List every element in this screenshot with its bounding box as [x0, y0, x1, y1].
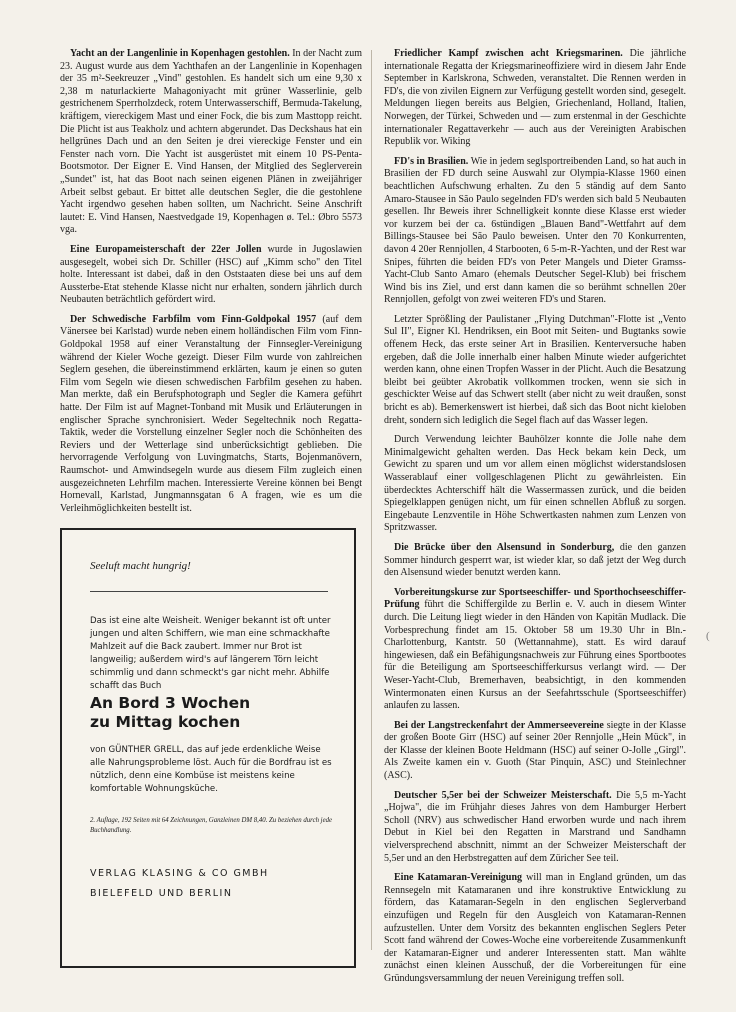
article-fd-brazil-cont: Letzter Sprößling der Paulistaner „Flying Dutchman"-Flotte ist „Vento Sul II", Eigner Kl. Hendriksen, ein Boot mit Seiten- und Bugtanks sowie offenem Heck, das erste seiner Art in Brasilien. Kenterversuche haben ergeben, daß die Jolle innerhalb einer halben Minute wieder aufgerichtet werden kann, ohne einen Tropfen Wasser in der Plicht. Auch die Besatzung bleibt bei geübter Akrobatik vollkommen trocken, wenn sie sich in geschickter Weise auf das Schwert stellt (aber nicht zu weit draußen, sonst bricht es ab). Bemerkenswert ist hierbei, daß sich das Boot nicht kieloben dreht, sondern sich lediglich die Segel flach auf das Wasser legen. [384, 313, 686, 426]
book-advertisement [60, 528, 356, 968]
article-alsensund-bridge: Die Brücke über den Alsensund in Sonderburg, die den ganzen Sommer hindurch gesperrt war, ist wieder klar, so daß jetzt der Weg durch den Alsensund wieder benutzt werden kann. [384, 541, 686, 579]
article-ammersee: Bei der Langstreckenfahrt der Ammerseevereine siegte in der Klasse der großen Boote Girr (HSC) auf seiner 20er Rennjolle „Hein Mück", in der Klasse der kleinen Boote Heldmann (HSC) auf seiner O-Jolle „Girgl". Als Zweite kamen ein v. Guoth (Star Pinquin, ASC) und Steinlechner (ASC). [384, 719, 686, 782]
article-navy-regatta: Friedlicher Kampf zwischen acht Kriegsmarinen. Die jährliche internationale Regatta der Kriegsmarineoffiziere wird in diesem Jahr Ende September in Karlskrona, Schweden, veranstaltet. Die Rennen werden in FD's, die von zivilen Eignern zur Verfügung gestellt worden sind, gesegelt. Meldungen liegen bereits aus Belgien, Griechenland, Holland, Italien, Norwegen, der Türkei, Schweden und — zum erstenmal in der Geschichte internationaler Regattaverkehr — auch aus der Vereinigten Arabischen Republik vor. Wiking [384, 48, 687, 148]
article-preparation-courses: Vorbereitungskurse zur Sportseeschiffer- und Sporthochseeschiffer-Prüfung führt die Schiffergilde zu Berlin e. V. auch in diesem Winter durch. Die Leitung liegt wieder in den Händen von Kapitän Mudlack. Die Vorbesprechung findet am 15. Oktober 58 um 19.30 Uhr in Bln.-Charlottenburg, Kantstr. 50 (Wettannahme), statt. Es wird darauf hingewiesen, daß ein Befähigungsnachweis zur Führung eines Sportbootes für die Beteiligung am Sportseeschifferkursus verlangt wird. — Der Weser-Yacht-Club, Bremerhaven, beabsichtigt, in den kommenden Wintermonaten einen Kursus an der Seefahrtsschule (Sportseeschiffer) anlaufen zu lassen. [384, 586, 686, 712]
left-column [60, 48, 362, 522]
right-column [384, 48, 686, 993]
article-fd-brazil-cont2: Durch Verwendung leichter Bauhölzer konnte die Jolle nahe dem Minimalgewicht gehalten werden. Das Heck bekam kein Deck, um Gewicht zu sparen und um vor allem einen möglichst widerstandslosen Wasserablauf einer vollgeschlagenen Plicht zu gewährleisten. Ein überdecktes Achterschiff hält die Wassermassen zurück, und die beiden Spiegelklappen genügen nicht, um für einen schnellen Abfluß zu sorgen. Eingebaute Lenzventile in Höhe Schwertkasten nahmen zum Lenzen von Spritzwasser. [384, 434, 686, 534]
article-swedish-film: Der Schwedische Farbfilm vom Finn-Goldpokal 1957 (auf dem Vänersee bei Karlstad) wurde neben einem holländischen Film vom Finn-Goldpokal 1958 auf einer Veranstaltung der Finnsegler-Vereinigung während der Kieler Woche gezeigt. Dieser Film wurde von zahlreichen Seglern gesehen, die übereinstimmend erklärten, kaum je einen so guten Film vom Segeln wie diesen schwedischen Farbfilm gesehen zu haben. Man merkte, daß ein Berufsphotograph und Segler die Kamera geführt hatte. Der Film ist auf Magnet-Tonband mit Musik und Erläuterungen in englischer Sprache synchronisiert. Weder Segeltechnik noch Regatta-Taktik, weder die Vorstellung einzelner Segler noch die Schönheiten des Reviers und der Wetterlage sind unberücksichtigt geblieben. Die hervorragende Verfolgung von Luvingmatchs, Starts, Bojenmanövern, Raumschot- und Amwindsegeln wurde aus diesem Film zugleich einen ausgezeichneten Lehrfilm machen. Interessierte Vereine können bei Bengt Hornevall, Karlstad, Jungmannsgatan 6 A fragen, wie es um die Verleihmöglichkeiten bestellt ist. [60, 313, 362, 514]
ad-edition-note: 2. Auflage, 192 Seiten mit 64 Zeichnungen, Ganzleinen DM 8,40. Zu beziehen durch jede Buchhandlung. [90, 817, 333, 834]
article-catamaran: Eine Katamaran-Vereinigung will man in England gründen, um das Rennsegeln mit Katamaranen und ihre konstruktive Entwicklung zu fördern, das Katamaran-Segeln in den englischen Seglerverband einzufügen und Regeln für den Ausgleich von Katamaran-Rennen aufzustellen. Unter dem Vorsitz des bekannten englischen Seglers Peter Scott fand während der Cowes-Woche eine vorbereitende Zusammenkunft der Katamaran-Eigner und anderer Interessenten statt. Man wählte zunächst einen kleinen Ausschuß, der die Vorbereitungen für eine Gründungsversammlung der neuen Vereinigung treffen soll. [384, 872, 686, 984]
ad-book-title: An Bord 3 Wochen zu Mittag kochen [90, 694, 251, 731]
ad-rule [90, 591, 328, 592]
column-divider [371, 50, 372, 950]
ad-description: von GÜNTHER GRELL, das auf jede erdenkliche Weise alle Nahrungsprobleme löst. Auch für die Bordfrau ist es nützlich, denn eine Kombüse ist meistens keine komfortable Wohnungsküche. [90, 745, 332, 794]
article-stolen-yacht: Yacht an der Langenlinie in Kopenhagen gestohlen. In der Nacht zum 23. August wurde aus dem Yachthafen an der Langenlinie in Kopenhagen der 35 m²-Seekreuzer „Vind" gestohlen. Es handelt sich um eine 9,30 x 2,38 m naturlackierte Mahagoniyacht mit grüner Wasserlinie, gelb gestrichenem Sperrholzdeck, rotem Unterwasserschiff, Bermuda-Takelung, kräftigem, viereckigem Mast und einer Fock, die bis zum Masttopp reicht. Die Plicht ist aus Teakholz und achtern abgerundet. Das Deckshaus hat ein hellgrünes Dach und an den Seiten je drei viereckige Fenster und ein Fenster nach vorn. Die Yacht ist ausgerüstet mit einem 10 PS-Penta-Bootsmotor. Der Eigner E. Vind Hansen, der Mitglied des Seglerverein „Sundet" ist, hat das Boot nach seinen eigenen Plänen in zweijähriger Arbeit selbst gebaut. Er bittet alle deutschen Segler, die die gestohlene Yacht irgendwo gesehen haben sollten, um Nachricht. Seine Anschrift lautet: E. Vind Hansen, Naestvedgade 19, Kopenhagen ø. Tel.: Øbro 5573 vga. [60, 48, 362, 236]
scan-mark: ( [706, 630, 710, 642]
ad-paragraph: Das ist eine alte Weisheit. Weniger bekannt ist oft unter jungen und alten Schiffern, wie man eine schmackhafte Mahlzeit auf die Back zaubert. Immer nur Brot ist langweilig; außerdem wird's auf längerem Törn leicht schimmlig und dann schmeckt's gar nicht mehr. Abhilfe schafft das Buch [90, 616, 331, 691]
article-european-championship: Eine Europameisterschaft der 22er Jollen wurde in Jugoslawien ausgesegelt, wobei sich Dr. Schiller (HSC) auf „Kimm scho" den Titel holte. Interessant ist dabei, daß in den Oststaaten diese bei uns auf dem Aussterbe-Etat stehende Klasse nicht nur erhalten, sondern jährlich durch Neubauten beträchtlich gefördert wird. [60, 243, 362, 306]
article-swiss-championship: Deutscher 5,5er bei der Schweizer Meisterschaft. Die 5,5 m-Yacht „Hojwa", die im Frühjahr dieses Jahres von dem Hamburger Herbert Scholl (NRV) aus schwedischer Hand erworben wurde und nach ihrem Debut in Kiel bei den Regatten in Marstrand und Sandhamn vielversprechend abschnitt, nimmt an der Schweizer Meisterschaft der 5,5er und an den Herbstregatten auf dem Züricher See teil. [384, 789, 686, 864]
article-fd-brazil: FD's in Brasilien. Wie in jedem seglsportreibenden Land, so hat auch in Brasilien der FD durch seine Auswahl zur Olympia-Klasse 1960 einen beachtlichen Aufschwung erhalten. Zu den 5 ständig auf dem Santo Amaro-Stausee in São Paulo segelnden FD's werden sich bald 5 Neubauten gesellen. Ihr Beweis ihrer Schnelligkeit konnte diese Klasse erst wieder vor kurzem bei der ca. 6stündigen „Blauen Band"-Wettfahrt auf dem Billings-Stausee bei São Paulo beweisen. Unter den 70 Konkurrenten, davon 4 20er Rennjollen, 4 Starbooten, 6 5-m-R-Yachten, und der Rest war Snipes, führten die beiden FD's von Peter Mangels und Dieter Gramss-Yacht-Club Santo Amaro (ehemals Deutscher Segel-Klub) bei frischem Wind bis ins Ziel, und erst dann kamen die so berühmt schnellen 20er Rennjollen, gefolgt von zwei weiteren FD's und Staren. [384, 155, 686, 306]
ad-publisher: VERLAG KLASING & CO GMBH BIELEFELD UND BERLIN [90, 868, 269, 899]
ad-tagline: Seeluft macht hungrig! [90, 560, 191, 572]
